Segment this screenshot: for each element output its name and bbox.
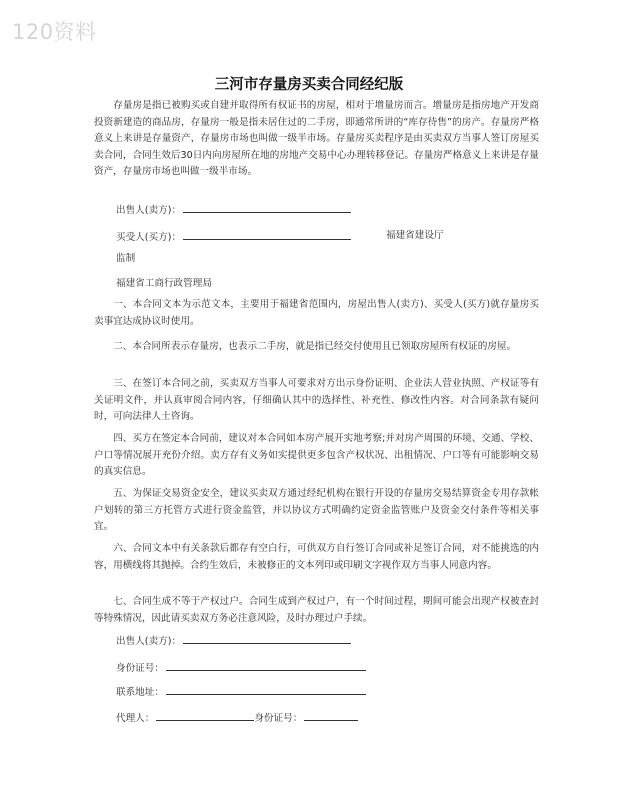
supervise-label: 监制 [116,253,136,264]
form-address-row [116,683,366,702]
seller-label: 出售人(卖方)： [116,205,182,216]
clause-4: 四、买方在签定本合同前，建议对本合同如本房产展开实地考察;并对房产周围的环境、交通、学校、户口等情况展开充份介绍。卖方存有义务如实提供更多包含产权状况、出租情况、户口等有可能影响交易的真实信息。 [94,433,539,477]
seller-blank-line[interactable] [183,201,351,213]
clause-3: 三、在签订本合同之前，买卖双方当事人可要求对方出示身份证明、企业法人营业执照、产权证等有关证明文件，并认真审阅合同内容，仔细确认其中的选择性、补充性、修改性内容。对合同条款有疑问时，可向法律人士咨询。 [94,378,539,422]
form-agent-label: 代理人： [116,713,155,724]
buyer-signature-row [116,228,556,247]
form-agent-row [116,709,358,728]
watermark: 120资料 [12,20,97,44]
form-seller-blank-line[interactable] [183,632,351,644]
clause-1: 一、本合同文本为示范文本，主要用于福建省范围内，房屋出售人(卖方)、买受人(买方)就存量房买卖事宜达成协议时使用。 [94,299,539,327]
buyer-label: 买受人(买方)： [116,232,182,243]
form-id-row [116,659,366,678]
form-seller-row [116,632,351,651]
form-agent-id-blank-line[interactable] [304,709,358,721]
admin-name: 福建省工商行政管理局 [116,278,212,289]
form-agent-blank-line[interactable] [156,709,254,721]
clause-6: 六、合同文本中有关条款后都存有空白行，可供双方自行签订合同或补足签订合同，对不能挑选的内容，用横线将其抛掉。合约生效后，未被修正的文本列印或印刷文字视作双方当事人同意内容。 [94,543,539,571]
intro-paragraph: 存量房是指已被购买或自建并取得所有权证书的房屋，相对于增量房而言。增量房是指房地产开发商投资新建造的商品房，存量房一般是指未居住过的二手房，即通常所讲的“库存待售”的房产。存量房严格意义上来讲是存量资产，存量房市场也叫做一级半市场。存量房买卖程序是由买卖双方当事人签订房屋买卖合同，合同生效后30日内向房屋所在地的房地产交易中心办理转移登记。存量房严格意义上来讲是存量资产，存量房市场也叫做一级半市场。 [94,100,539,177]
form-id-label: 身份证号： [116,663,164,674]
form-address-label: 联系地址： [116,687,164,698]
clause-2: 二、本合同所表示存量房，也表示二手房，就是指已经交付使用且已领取房屋所有权证的房屋。 [113,341,517,352]
document-title: 三河市存量房买卖合同经纪版 [214,77,404,93]
form-address-blank-line[interactable] [166,683,366,695]
buyer-blank-line[interactable] [183,228,351,240]
form-agent-id-label: 身份证号： [254,713,303,724]
clause-5: 五、为保证交易资金安全，建议买卖双方通过经纪机构在银行开设的存量房交易结算资金专用存款帐户划转的第三方托管方式进行资金监管，并以协议方式明确约定资金监管账户及资金交付条件等相关事宜。 [94,488,539,532]
issuer-name: 福建省建设厅 [386,230,444,241]
clause-7: 七、合同生成不等于产权过户。合同生成到产权过户，有一个时间过程，期间可能会出现产权被查封等特殊情况，因此请买卖双方务必注意风险，及时办理过户手续。 [94,596,539,624]
form-seller-label: 出售人(卖方)： [116,636,182,647]
seller-signature-row [116,201,351,220]
form-id-blank-line[interactable] [166,659,366,671]
